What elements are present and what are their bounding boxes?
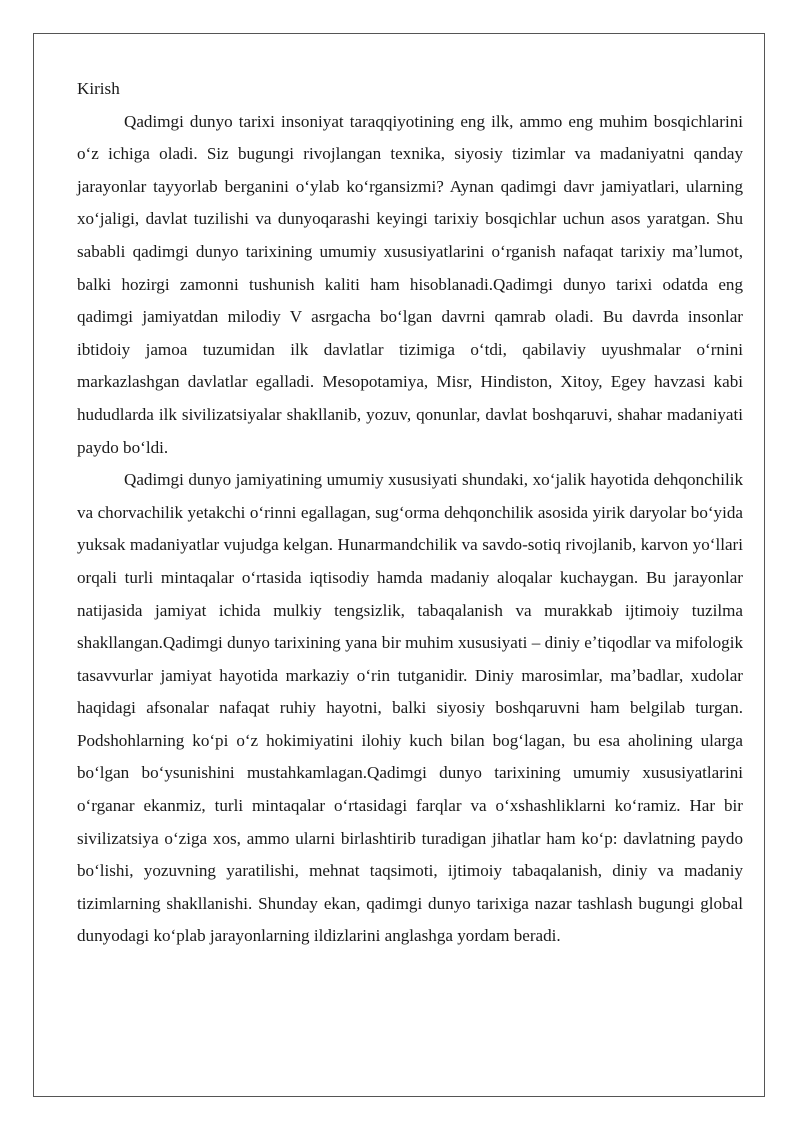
document-body: [77, 73, 743, 953]
page-frame: [33, 33, 765, 1097]
section-heading: Kirish: [77, 79, 120, 98]
paragraph-2: Qadimgi dunyo jamiyatining umumiy xususiyati shundaki, xoʻjalik hayotida dehqonchilik va chorvachilik yetakchi oʻrinni egallagan, sugʻorma dehqonchilik asosida yirik daryolar boʻyida yuksak madaniyatlar vujudga kelgan. Hunarmandchilik va savdo-sotiq rivojlanib, karvon yoʻllari orqali turli mintaqalar oʻrtasida iqtisodiy hamda madaniy aloqalar kuchaygan. Bu jarayonlar natijasida jamiyat ichida mulkiy tengsizlik, tabaqalanish va murakkab ijtimoiy tuzilma shakllangan.Qadimgi dunyo tarixining yana bir muhim xususiyati – diniy eʼtiqodlar va mifologik tasavvurlar jamiyat hayotida markaziy oʻrin tutganidir. Diniy marosimlar, maʼbadlar, xudolar haqidagi afsonalar nafaqat ruhiy hayotni, balki siyosiy boshqaruvni ham belgilab turgan. Podshohlarning koʻpi oʻz hokimiyatini ilohiy kuch bilan bogʻlagan, bu esa aholining ularga boʻlgan boʻysunishini mustahkamlagan.Qadimgi dunyo tarixining umumiy xususiyatlarini oʻrganar ekanmiz, turli mintaqalar oʻrtasidagi farqlar va oʻxshashliklarni koʻramiz. Har bir sivilizatsiya oʻziga xos, ammo ularni birlashtirib turadigan jihatlar ham koʻp: davlatning paydo boʻlishi, yozuvning yaratilishi, mehnat taqsimoti, ijtimoiy tabaqalanish, diniy va madaniy tizimlarning shakllanishi. Shunday ekan, qadimgi dunyo tarixiga nazar tashlash bugungi global dunyodagi koʻplab jarayonlarning ildizlarini anglashga yordam beradi.: [77, 470, 743, 946]
paragraph-1: Qadimgi dunyo tarixi insoniyat taraqqiyotining eng ilk, ammo eng muhim bosqichlarini oʻz ichiga oladi. Siz bugungi rivojlangan texnika, siyosiy tizimlar va madaniyatni qanday jarayonlar tayyorlab berganini oʻylab koʻrgansizmi? Aynan qadimgi davr jamiyatlari, ularning xoʻjaligi, davlat tuzilishi va dunyoqarashi keyingi tarixiy bosqichlar uchun asos yaratgan. Shu sababli qadimgi dunyo tarixining umumiy xususiyatlarini oʻrganish nafaqat tarixiy maʼlumot, balki hozirgi zamonni tushunish kaliti ham hisoblanadi.Qadimgi dunyo tarixi odatda eng qadimgi jamiyatdan milodiy V asrgacha boʻlgan davrni qamrab oladi. Bu davrda insonlar ibtidoiy jamoa tuzumidan ilk davlatlar tizimiga oʻtdi, qabilaviy uyushmalar oʻrnini markazlashgan davlatlar egalladi. Mesopotamiya, Misr, Hindiston, Xitoy, Egey havzasi kabi hududlarda ilk sivilizatsiyalar shakllanib, yozuv, qonunlar, davlat boshqaruvi, shahar madaniyati paydo boʻldi.: [77, 111, 743, 457]
